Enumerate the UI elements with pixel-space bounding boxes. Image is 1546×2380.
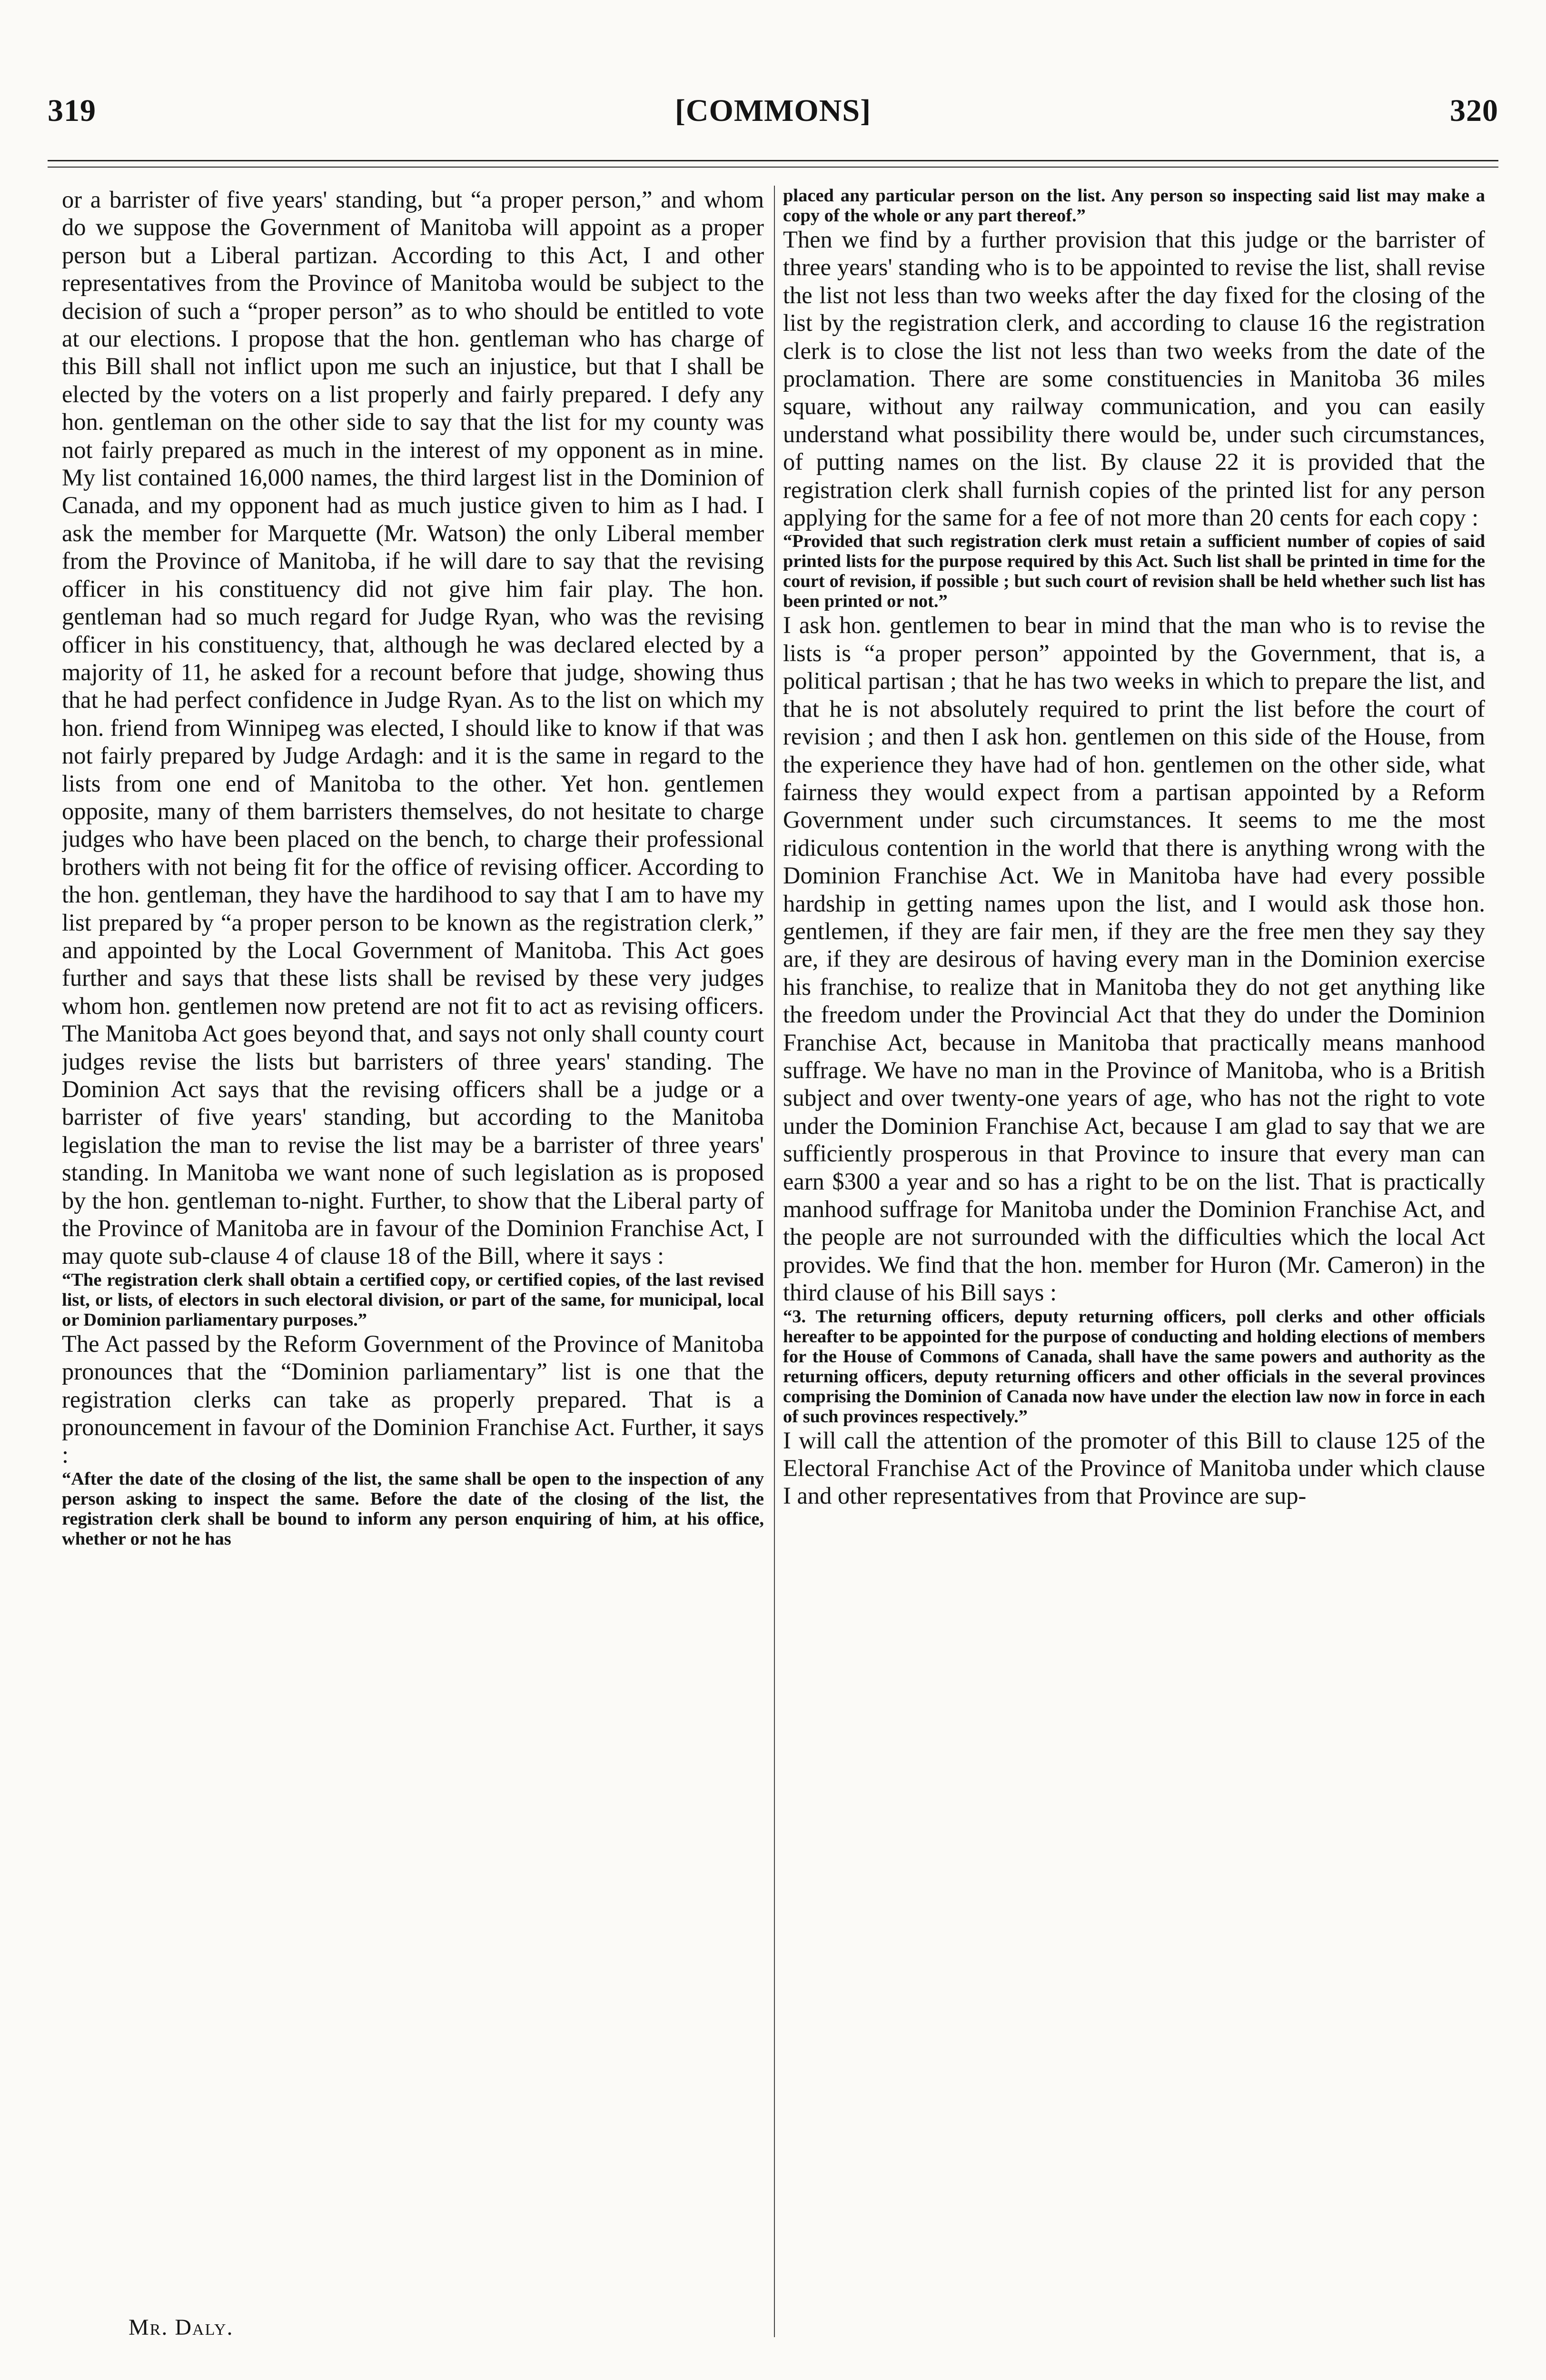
right-quote-1: “Provided that such registration clerk must retain a sufficient number of copies of said printed lists for the purpose required by this Act. Such list shall be printed in time for the court of revision, if possible ; but such court of revision shall be held whether such list has been printed or not.”: [783, 531, 1485, 612]
page-number-left: 319: [48, 93, 96, 128]
right-paragraph-2: I ask hon. gentlemen to bear in mind that the man who is to revise the lists is “a proper person” appointed by the Government, that is, a political partisan ; that he has two weeks in which to prepare the list, and that he is not absolutely required to print the list before the court of revision ; and then I ask hon. gentlemen on this side of the House, from the experience they have had of hon. gentlemen on the other side, what fairness they would expect from a partisan appointed by a Reform Government under such circumstances. It seems to me the most ridiculous contention in the world that there is anything wrong with the Dominion Franchise Act. We in Manitoba have had every possible hardship in getting names upon the list, and I would ask those hon. gentlemen, if they are fair men, if they are the free men they say they are, if they are desirous of having every man in the Dominion exercise his franchise, to realize that in Manitoba they do not get anything like the freedom under the Provincial Act that they do under the Dominion Franchise Act, because in Manitoba that practically means manhood suffrage. We have no man in the Province of Manitoba, who is a British subject and over twenty-one years of age, who has not the right to vote under the Dominion Franchise Act, because I am glad to say that we are sufficiently prosperous in that Province to insure that every man can earn $300 a year and so has a right to be on the list. That is practically manhood suffrage for Manitoba under the Dominion Franchise Act, and the people are not surrounded with the difficulties which the local Act provides. We find that the hon. member for Huron (Mr. Cameron) in the third clause of his Bill says :: [783, 612, 1485, 1306]
left-column: [62, 186, 764, 2328]
left-paragraph-2: The Act passed by the Reform Government of the Province of Manitoba pronounces that the “Dominion parliamentary” list is one that the registration clerks can take as properly prepared. That is a pronouncement in favour of the Dominion Franchise Act. Further, it says :: [62, 1330, 764, 1468]
right-column: [783, 186, 1485, 2356]
right-quote-continued: placed any particular person on the list. Any person so inspecting said list may make a copy of the whole or any part thereof.”: [783, 186, 1485, 226]
header-rule-top: [48, 160, 1498, 161]
left-quote-2: “After the date of the closing of the list, the same shall be open to the inspection of any person asking to inspect the same. Before the date of the closing of the list, the registration clerk shall be bound to inform any person enquiring of him, at his office, whether or not he has: [62, 1468, 764, 1549]
right-quote-2: “3. The returning officers, deputy returning officers, poll clerks and other officials hereafter to be appointed for the purpose of conducting and holding elections of members for the House of Commons of Canada, shall have the same powers and authority as the returning officers, deputy returning officers and other officials in the several provinces comprising the Dominion of Canada now have under the election law now in force in each of such provinces respectively.”: [783, 1306, 1485, 1427]
left-quote-1: “The registration clerk shall obtain a certified copy, or certified copies, of the last revised list, or lists, of electors in such electoral division, or part of the same, for municipal, local or Dominion parliamentary purposes.”: [62, 1269, 764, 1330]
column-divider: [774, 186, 775, 2337]
right-paragraph-3: I will call the attention of the promoter of this Bill to clause 125 of the Electoral Franchise Act of the Province of Manitoba under which clause I and other representatives from that Province are sup-: [783, 1427, 1485, 1509]
running-head: [COMMONS]: [674, 93, 872, 128]
header-rule-bottom: [48, 167, 1498, 168]
page-header: [48, 93, 1498, 136]
speaker-footer: Mr. Daly.: [129, 2315, 234, 2340]
right-paragraph-1: Then we find by a further provision that this judge or the barrister of three years' standing who is to be appointed to revise the list, shall revise the list not less than two weeks after the day fixed for the closing of the list by the registration clerk, and according to clause 16 the registration clerk is to close the list not less than two weeks from the date of the proclamation. There are some constituencies in Manitoba 36 miles square, without any railway communication, and you can easily understand what possibility there would be, under such circumstances, of putting names on the list. By clause 22 it is provided that the registration clerk shall furnish copies of the printed list for any person applying for the same for a fee of not more than 20 cents for each copy :: [783, 226, 1485, 531]
left-paragraph-1: or a barrister of five years' standing, but “a proper person,” and whom do we suppose the Government of Manitoba will appoint as a proper person but a Liberal partizan. According to this Act, I and other representatives from the Province of Manitoba would be subject to the decision of such a “proper person” as to who should be entitled to vote at our elections. I propose that the hon. gentleman who has charge of this Bill shall not inflict upon me such an injustice, but that I shall be elected by the voters on a list properly and fairly prepared. I defy any hon. gentleman on the other side to say that the list for my county was not fairly prepared as much in the interest of my opponent as in mine. My list contained 16,000 names, the third largest list in the Dominion of Canada, and my opponent had as much justice given to him as I had. I ask the member for Marquette (Mr. Watson) the only Liberal member from the Province of Manitoba, if he will dare to say that the revising officer in his constituency did not give him fair play. The hon. gentleman had so much regard for Judge Ryan, who was the revising officer in his constituency, that, although he was declared elected by a majority of 11, he asked for a recount before that judge, showing thus that he had perfect confidence in Judge Ryan. As to the list on which my hon. friend from Winnipeg was elected, I should like to know if that was not fairly prepared by Judge Ardagh: and it is the same in regard to the lists from one end of Manitoba to the other. Yet hon. gentlemen opposite, many of them barristers themselves, do not hesitate to charge judges who have been placed on the bench, to charge their professional brothers with not being fit for the office of revising officer. According to the hon. gentleman, they have the hardihood to say that I am to have my list prepared by “a proper person to be known as the registration clerk,” and appointed by the Local Government of Manitoba. This Act goes further and says that these lists shall be revised by these very judges whom hon. gentlemen now pretend are not fit to act as revising officers. The Manitoba Act goes beyond that, and says not only shall county court judges revise the lists but barristers of three years' standing. The Dominion Act says that the revising officers shall be a judge or a barrister of five years' standing, but according to the Manitoba legislation the man to revise the list may be a barrister of three years' standing. In Manitoba we want none of such legislation as is proposed by the hon. gentleman to-night. Further, to show that the Liberal party of the Province of Manitoba are in favour of the Dominion Franchise Act, I may quote sub-clause 4 of clause 18 of the Bill, where it says :: [62, 186, 764, 1269]
page-number-right: 320: [1450, 93, 1498, 128]
